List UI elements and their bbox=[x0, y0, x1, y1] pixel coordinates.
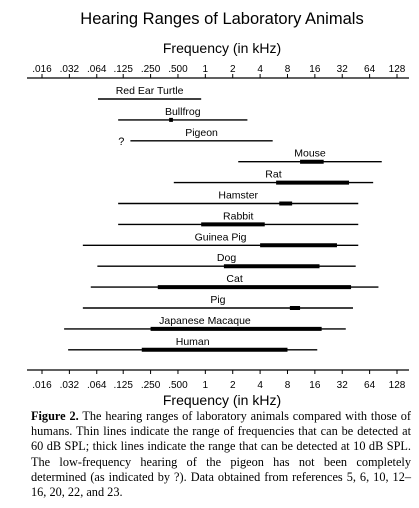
caption-text: The hearing ranges of laboratory animals compared with those of humans. Thin lines indicate the range of frequencies that can be detected at 60 dB SPL; thick lines indicate the range that can be detected at 10 dB SPL. The low-frequency hearing of the pigeon has not been completely determined (as indicated by ?). Data obtained from references 5, 6, 10, 12–16, 20, 22, and 23. bbox=[31, 409, 411, 500]
series-row bbox=[118, 210, 358, 224]
bottom-axis-label: Frequency (in kHz) bbox=[162, 392, 282, 408]
top-axis-tick-label: 8 bbox=[284, 64, 291, 75]
bottom-axis-tick-label: 8 bbox=[284, 380, 291, 391]
top-axis-label: Frequency (in kHz) bbox=[162, 40, 282, 56]
series-label: Japanese Macaque bbox=[159, 314, 251, 327]
series-row bbox=[97, 252, 355, 266]
top-axis-tick-label: 128 bbox=[388, 64, 406, 75]
series-row bbox=[118, 190, 358, 204]
figure-caption bbox=[31, 409, 411, 500]
top-axis-tick-label: 4 bbox=[257, 64, 263, 75]
caption-label: Figure 2. bbox=[31, 409, 79, 423]
top-axis-tick-label: 2 bbox=[229, 64, 236, 75]
bottom-axis-tick-label: 128 bbox=[388, 380, 406, 391]
series-row bbox=[174, 169, 373, 183]
top-axis-tick-label: .250 bbox=[140, 64, 161, 75]
series-row bbox=[91, 273, 379, 287]
bottom-axis-tick-label: 64 bbox=[364, 380, 376, 391]
series-label: Bullfrog bbox=[164, 105, 201, 118]
series-row bbox=[98, 85, 201, 99]
bottom-axis-tick-label: 2 bbox=[229, 380, 236, 391]
top-axis-tick-label: .500 bbox=[168, 64, 188, 75]
bottom-axis-tick-label: .064 bbox=[87, 380, 107, 391]
series-label: Human bbox=[175, 335, 210, 348]
series-row bbox=[64, 315, 346, 329]
uncertain-mark: ? bbox=[118, 135, 125, 148]
series-label: Rat bbox=[265, 168, 282, 181]
top-axis-tick-label: 32 bbox=[336, 64, 348, 75]
series-label: Cat bbox=[226, 273, 243, 286]
series-row bbox=[118, 127, 272, 148]
series-row bbox=[68, 336, 317, 350]
series-label: Dog bbox=[216, 252, 237, 265]
series-label: Guinea Pig bbox=[194, 231, 247, 244]
bottom-axis-tick-label: 16 bbox=[309, 380, 321, 391]
top-axis-tick-label: 64 bbox=[364, 64, 376, 75]
series-label: Red Ear Turtle bbox=[115, 85, 184, 97]
chart-title: Hearing Ranges of Laboratory Animals bbox=[80, 10, 364, 28]
bottom-axis-tick-label: .500 bbox=[168, 380, 188, 391]
top-axis-tick-label: .016 bbox=[32, 64, 52, 75]
series-row bbox=[238, 148, 382, 162]
series-label: Hamster bbox=[218, 189, 259, 202]
top-axis-tick-label: 1 bbox=[202, 64, 209, 75]
bottom-axis-tick-label: .125 bbox=[113, 380, 133, 391]
top-axis-tick-label: .064 bbox=[87, 64, 107, 75]
series-label: Rabbit bbox=[223, 210, 254, 223]
top-axis-tick-label: .032 bbox=[59, 64, 80, 75]
series-row bbox=[118, 106, 247, 120]
axes-group bbox=[27, 64, 409, 391]
bottom-axis-tick-label: 4 bbox=[257, 380, 263, 391]
bottom-axis-tick-label: .250 bbox=[140, 380, 161, 391]
top-axis-tick-label: .125 bbox=[113, 64, 133, 75]
bottom-axis-tick-label: 32 bbox=[336, 380, 348, 391]
series-label: Pig bbox=[210, 294, 226, 306]
series-row bbox=[83, 294, 353, 308]
series-label: Pigeon bbox=[185, 126, 218, 139]
series-group bbox=[64, 85, 382, 350]
top-axis-tick-label: 16 bbox=[309, 64, 321, 75]
bottom-axis-tick-label: 1 bbox=[202, 380, 209, 391]
series-label: Mouse bbox=[294, 147, 326, 160]
bottom-axis-tick-label: .016 bbox=[32, 380, 52, 391]
bottom-axis-tick-label: .032 bbox=[59, 380, 80, 391]
series-row bbox=[83, 231, 358, 245]
